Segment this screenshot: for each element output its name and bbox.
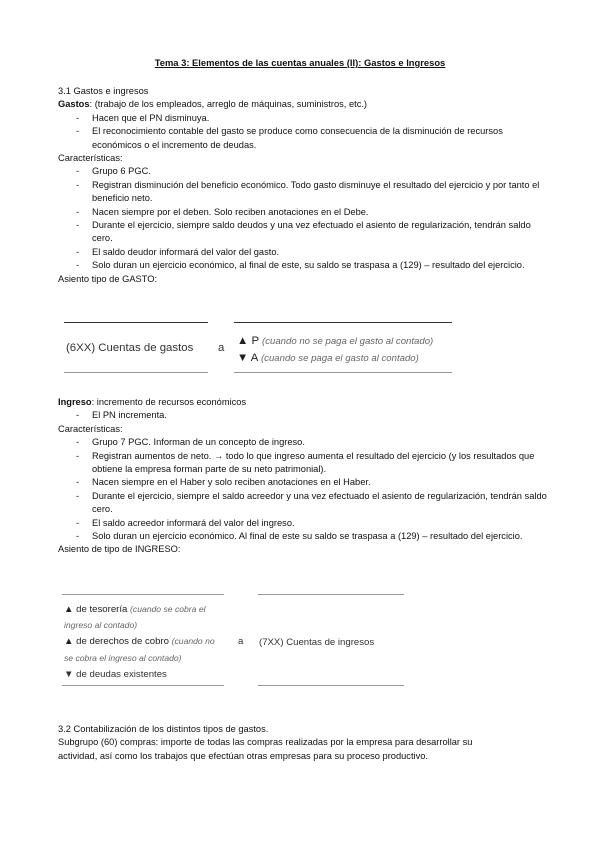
ingreso-definition-text: : incremento de recursos económicos [91, 397, 247, 407]
list-item: - Registran aumentos de neto. → todo lo que ingreso aumenta el resultado del ejercicio (y los resultados que obtiene la empresa forman parte de su neto patrimonial). [58, 450, 548, 477]
journal-right-line-1 [237, 335, 433, 347]
list-item: - El reconocimiento contable del gasto se produce como consecuencia de la disminución de recursos económicos o el incremento de deudas. [58, 125, 548, 152]
list-item: - Grupo 7 PGC. Informan de un concepto de ingreso. [58, 436, 548, 449]
journal-left-line-1 [64, 604, 206, 615]
journal-note: ingreso al contado) [64, 620, 138, 630]
list-item: - El saldo acreedor informará del valor del ingreso. [58, 517, 548, 530]
journal-left-line-3: ▼ de deudas existentes [64, 669, 167, 680]
divider [234, 372, 452, 373]
list-item: - Nacen siempre en el Haber y solo reciben anotaciones en el Haber. [58, 476, 548, 489]
paragraph-line: Subgrupo (60) compras: importe de todas las compras realizadas por la empresa para desarrollar su [58, 737, 473, 748]
ingreso-label: Ingreso [58, 397, 92, 407]
list-item: - El PN incrementa. [58, 409, 548, 422]
page-title: Tema 3: Elementos de las cuentas anuales (II): Gastos e Ingresos [154, 57, 446, 68]
list-item: - Solo duran un ejercicio económico, al final de este, su saldo se traspasa a (129) – resultado del ejercicio. [58, 259, 548, 272]
list-item: - Durante el ejercicio, siempre saldo deudos y una vez efectuado el asiento de regularización, tendrán saldo cero. [58, 219, 548, 246]
divider [64, 322, 208, 323]
section-gastos [58, 85, 548, 286]
journal-note: (cuando no [171, 636, 215, 646]
divider [62, 685, 224, 686]
increase-passive: ▲ P [237, 335, 259, 347]
ingreso-definition [58, 396, 548, 409]
list-item: - Grupo 6 PGC. [58, 165, 548, 178]
divider [258, 594, 404, 595]
section-ingresos [58, 396, 548, 557]
list-item: - Solo duran un ejercicio económico. Al final de este su saldo se traspasa a (129) – resultado del ejercicio. [58, 530, 548, 543]
journal-connector: a [218, 342, 225, 354]
list-item: - Hacen que el PN disminuya. [58, 112, 548, 125]
journal-right-line-2 [237, 352, 419, 364]
divider [64, 372, 208, 373]
journal-note: se cobra el ingreso al contado) [64, 653, 182, 663]
gastos-definition [58, 98, 548, 111]
journal-left-account: (6XX) Cuentas de gastos [66, 342, 194, 354]
journal-note: (cuando se cobra el [130, 604, 206, 614]
divider [234, 322, 452, 323]
section-heading: 3.2 Contabilización de los distintos tipos de gastos. [58, 724, 269, 734]
list-item: - Nacen siempre por el deben. Solo reciben anotaciones en el Debe. [58, 206, 548, 219]
asiento-gasto-label: Asiento tipo de GASTO: [58, 273, 158, 284]
list-item: - Durante el ejercicio, siempre el saldo acreedor y una vez efectuado el asiento de regularización, tendrán saldo cero. [58, 490, 548, 517]
gastos-definition-text: : (trabajo de los empleados, arreglo de máquinas, suministros, etc.) [89, 99, 368, 110]
journal-left-line-2 [64, 636, 215, 647]
journal-note: (cuando no se paga el gasto al contado) [262, 336, 434, 347]
increase-derechos-cobro: ▲ de derechos de cobro [64, 636, 169, 647]
asiento-ingreso-label: Asiento de tipo de INGRESO: [58, 544, 181, 555]
journal-right-account: (7XX) Cuentas de ingresos [259, 637, 375, 648]
increase-tesoreria: ▲ de tesorería [64, 604, 128, 615]
section-heading: 3.1 Gastos e ingresos [58, 86, 149, 96]
caracteristicas-label: Características: [58, 423, 123, 434]
gastos-label: Gastos [58, 99, 90, 110]
section-contabilizacion [58, 723, 558, 763]
list-item: - El saldo deudor informará del valor del gasto. [58, 246, 548, 259]
divider [62, 594, 224, 595]
list-item: - Registran disminución del beneficio económico. Todo gasto disminuye el resultado del ejercicio y por tanto el beneficio neto. [58, 179, 548, 206]
divider [258, 685, 404, 686]
decrease-asset: ▼ A [237, 352, 258, 364]
paragraph-line: actividad, así como los trabajos que efectúan otras empresas para su proceso productivo. [58, 750, 429, 761]
journal-note: (cuando se paga el gasto al contado) [260, 353, 419, 364]
caracteristicas-label: Características: [58, 153, 123, 164]
journal-connector: a [238, 636, 244, 647]
